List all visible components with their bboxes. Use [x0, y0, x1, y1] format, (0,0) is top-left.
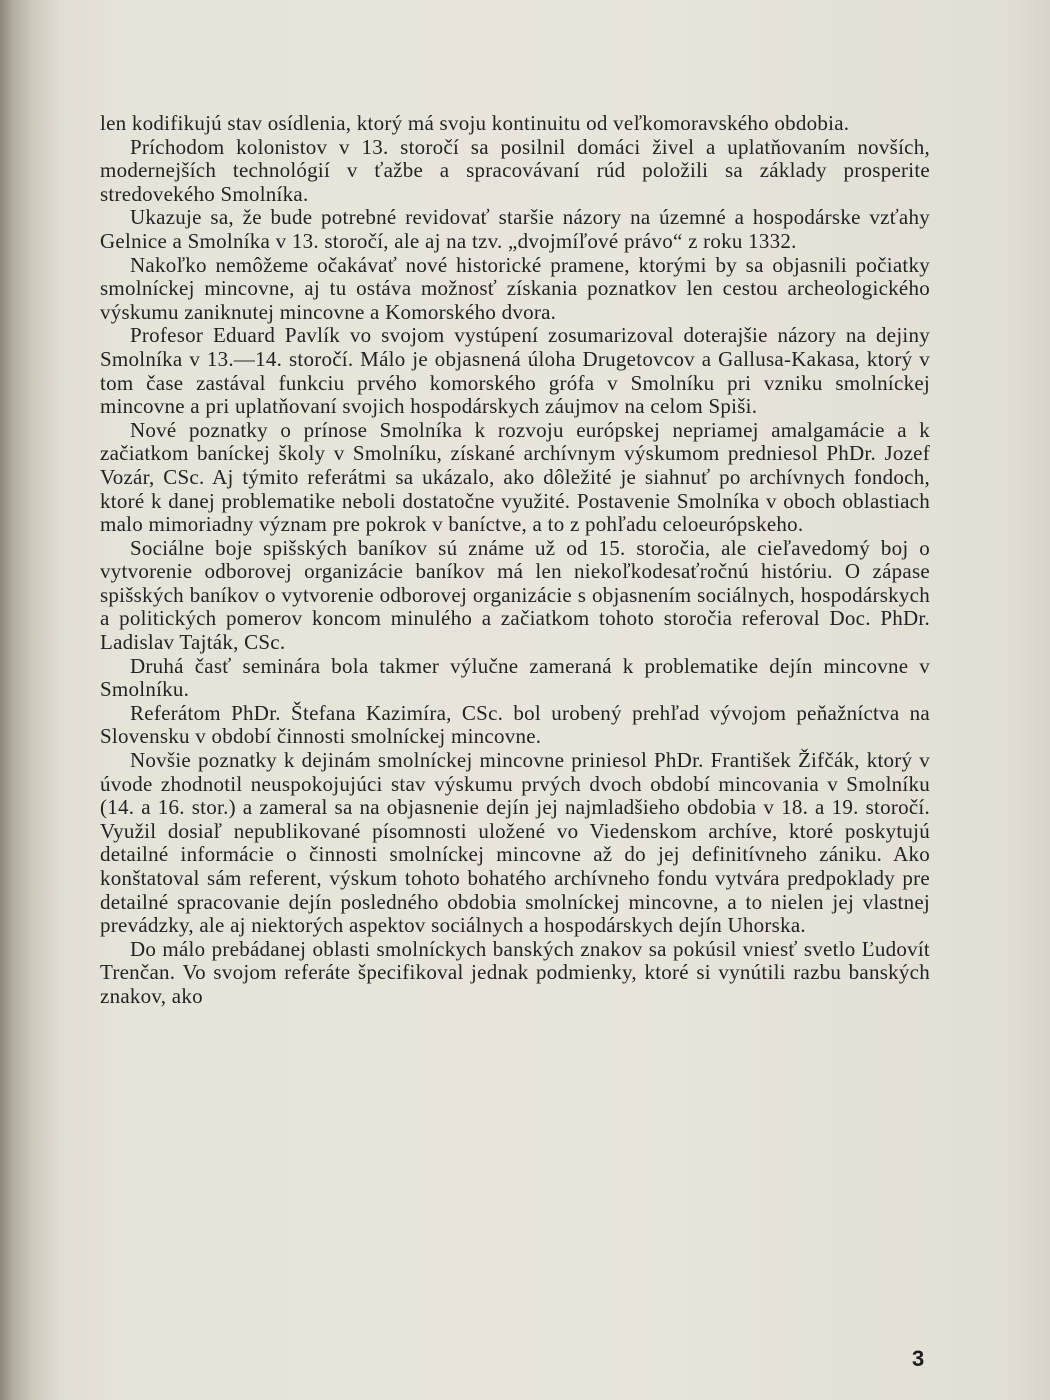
paragraph: Novšie poznatky k dejinám smolníckej mincovne priniesol PhDr. František Žifčák, ktorý v úvode zhodnotil neuspokojujúci stav výskumu prvých dvoch období mincovania v Smolníku (14. a 16. stor.) a zameral sa na objasnenie dejín jej najmladšieho obdobia v 18. a 19. storočí. Využil dosiaľ nepublikované písomnosti uložené vo Viedenskom archíve, ktoré poskytujú detailné informácie o činnosti smolníckej mincovne až do jej definitívneho zániku. Ako konštatoval sám referent, výskum tohoto bohatého archívneho fondu vytvára predpoklady pre detailné spracovanie dejín posledného obdobia smolníckej mincovne, a to nielen jej vlastnej prevádzky, ale aj niektorých aspektov sociálnych a hospodárskych dejín Uhorska.	[100, 748, 930, 938]
paragraph: Ukazuje sa, že bude potrebné revidovať staršie názory na územné a hospodárske vzťahy Gelnice a Smolníka v 13. storočí, ale aj na tzv. „dvojmíľové právo“ z roku 1332.	[100, 205, 930, 253]
paragraph: len kodifikujú stav osídlenia, ktorý má svoju kontinuitu od veľkomoravského obdobia.	[100, 111, 850, 135]
paragraph: Profesor Eduard Pavlík vo svojom vystúpení zosumarizoval doterajšie názory na dejiny Smolníka v 13.—14. storočí. Málo je objasnená úloha Drugetovcov a Gallusa-Kakasa, ktorý v tom čase zastával funkciu prvého komorského grófa v Smolníku pri vzniku smolníckej mincovne a pri uplatňovaní svojich hospodárskych záujmov na celom Spiši.	[100, 323, 930, 419]
paragraph: Druhá časť seminára bola takmer výlučne zameraná k problematike dejín mincovne v Smolníku.	[100, 653, 930, 702]
paragraph: Do málo prebádanej oblasti smolníckych banských znakov sa pokúsil vniesť svetlo Ľudovít Trenčan. Vo svojom referáte špecifikoval jednak podmienky, ktoré si vynútili razbu banských znakov, ako	[100, 936, 930, 1008]
paragraph: Príchodom kolonistov v 13. storočí sa posilnil domáci živel a uplatňovaním novších, modernejších technológií v ťažbe a spracovávaní rúd položili sa základy prosperite stredovekého Smolníka.	[100, 134, 930, 206]
body-text	[100, 112, 930, 1009]
page-number: 3	[912, 1346, 925, 1371]
paragraph: Nové poznatky o prínose Smolníka k rozvoju európskej nepriamej amalgamácie a k začiatkom baníckej školy v Smolníku, získané archívnym výskumom predniesol PhDr. Jozef Vozár, CSc. Aj týmito referátmi sa ukázalo, ako dôležité je siahnuť po archívnych fondoch, ktoré k danej problematike neboli dostatočne využité. Postavenie Smolníka v oboch oblastiach malo mimoriadny význam pre pokrok v baníctve, a to z pohľadu celoeurópskeho.	[100, 417, 930, 537]
paragraph: Nakoľko nemôžeme očakávať nové historické pramene, ktorými by sa objasnili počiatky smolníckej mincovne, aj tu ostáva možnosť získania poznatkov len cestou archeologického výskumu zaniknutej mincovne a Komorského dvora.	[100, 252, 930, 324]
paragraph: Sociálne boje spišských baníkov sú známe už od 15. storočia, ale cieľavedomý boj o vytvorenie odborovej organizácie baníkov má len niekoľkodesaťročnú históriu. O zápase spišských baníkov o vytvorenie odborovej organizácie s objasnením sociálnych, hospodárskych a politických pomerov koncom minulého a začiatkom tohoto storočia referoval Doc. PhDr. Ladislav Tajták, CSc.	[100, 535, 930, 655]
paragraph: Referátom PhDr. Štefana Kazimíra, CSc. bol urobený prehľad vývojom peňažníctva na Slovensku v období činnosti smolníckej mincovne.	[100, 700, 930, 749]
book-spine-shadow	[0, 0, 60, 1400]
